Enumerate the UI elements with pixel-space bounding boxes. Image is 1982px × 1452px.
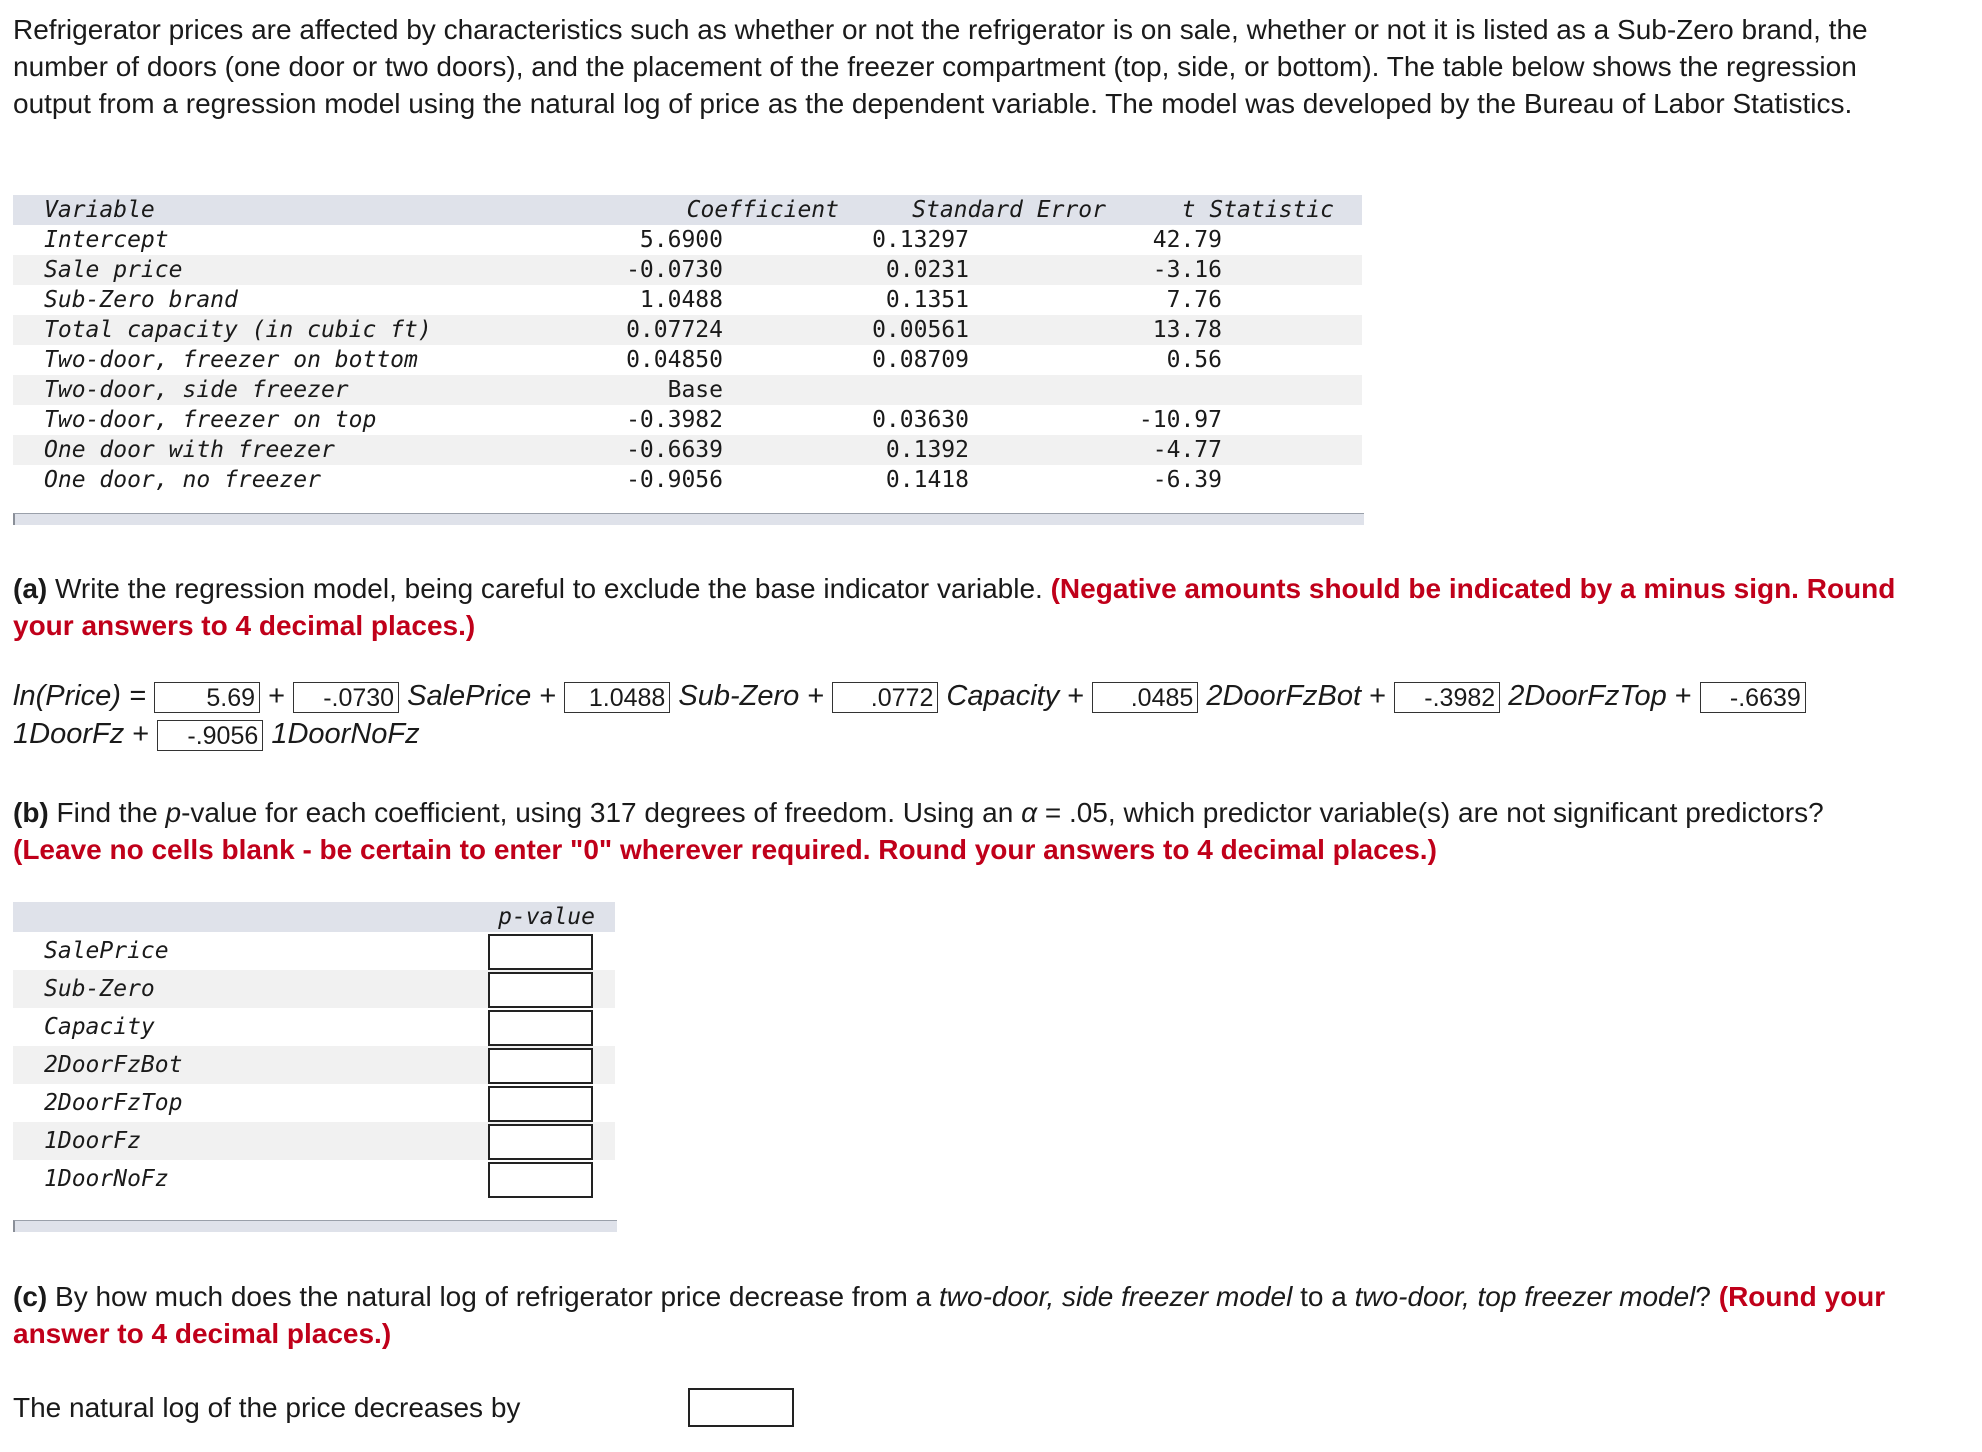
table-row — [13, 255, 1362, 285]
sub-zero-p-value-input[interactable] — [488, 972, 593, 1008]
row-t-statistic: 7.76 — [1166, 287, 1222, 313]
part-b-text-1: Find the — [48, 797, 166, 828]
capacity-input[interactable]: .0772 — [832, 682, 938, 713]
table-row — [13, 465, 1362, 495]
two-door-fz-top-input[interactable]: -.3982 — [1394, 682, 1500, 713]
p-value-row-label: Sub-Zero — [44, 976, 155, 1002]
intro-text: Refrigerator prices are affected by characteristics such as whether or not the refrigerator is on sale, whether or not it is listed as a Sub-Zero brand, the number of doors (one door or two doors), and the placement of the freezer compartment (top, side, or bottom). The table below shows the regression output from a regression model using the natural log of price as the dependent variable. The model was developed by the Bureau of Labor Statistics. — [13, 14, 1868, 119]
row-standard-error: 0.03630 — [872, 407, 969, 433]
plus-sign: + — [539, 680, 557, 712]
row-standard-error: 0.13297 — [872, 227, 969, 253]
header-coefficient: Coefficient — [686, 197, 839, 223]
p-value-row-label: 2DoorFzTop — [44, 1090, 183, 1116]
p-symbol: p — [165, 797, 182, 828]
row-variable: Intercept — [44, 227, 169, 253]
row-standard-error: 0.0231 — [885, 257, 969, 283]
regression-equation — [13, 677, 1913, 753]
table-footer-bar — [13, 513, 1364, 525]
row-coefficient: 1.0488 — [639, 287, 723, 313]
capacity-p-value-input[interactable] — [488, 1010, 593, 1046]
row-t-statistic: 13.78 — [1152, 317, 1222, 343]
row-variable: One door with freezer — [44, 437, 335, 463]
part-c-prompt — [13, 1278, 1913, 1352]
table-row — [13, 1046, 615, 1084]
part-a-label: (a) — [13, 573, 48, 604]
one-door-no-fz-p-value-input[interactable] — [488, 1162, 593, 1198]
two-door-fz-top-label: 2DoorFzTop — [1508, 680, 1667, 712]
table-row — [13, 1084, 615, 1122]
equation-lhs: ln(Price) = — [13, 680, 146, 712]
part-c-answer-label: The natural log of the price decreases by — [13, 1392, 521, 1423]
part-a-prompt — [13, 570, 1913, 644]
row-variable: Two-door, side freezer — [44, 377, 349, 403]
table-footer-bar — [13, 1220, 617, 1232]
table-row — [13, 1160, 615, 1198]
row-coefficient: Base — [667, 377, 723, 403]
sub-zero-label: Sub-Zero — [678, 680, 800, 712]
part-b-text-3: = .05, which predictor variable(s) are not significant predictors? — [1037, 797, 1824, 828]
two-door-fz-bot-input[interactable]: .0485 — [1092, 682, 1198, 713]
table-row — [13, 345, 1362, 375]
one-door-no-fz-input[interactable]: -.9056 — [157, 720, 263, 751]
part-c-label: (c) — [13, 1281, 48, 1312]
two-door-fz-bot-label: 2DoorFzBot — [1206, 680, 1362, 712]
header-t-statistic: t Statistic — [1181, 197, 1334, 223]
row-standard-error: 0.1392 — [885, 437, 969, 463]
intercept-input[interactable]: 5.69 — [154, 682, 260, 713]
regression-table-header — [13, 195, 1362, 225]
part-b-prompt — [13, 794, 1913, 868]
row-variable: Two-door, freezer on top — [44, 407, 377, 433]
plus-sign: + — [1369, 680, 1387, 712]
plus-sign: + — [132, 718, 150, 750]
table-row — [13, 435, 1362, 465]
table-row — [13, 1008, 615, 1046]
row-coefficient: 0.07724 — [626, 317, 723, 343]
part-c-text-2: to a — [1292, 1281, 1355, 1312]
sub-zero-input[interactable]: 1.0488 — [564, 682, 670, 713]
row-standard-error: 0.00561 — [872, 317, 969, 343]
plus-sign: + — [1674, 680, 1692, 712]
part-b-label: (b) — [13, 797, 49, 828]
header-standard-error: Standard Error — [912, 197, 1106, 223]
p-value-row-label: 2DoorFzBot — [44, 1052, 183, 1078]
sale-price-input[interactable]: -.0730 — [293, 682, 399, 713]
table-row — [13, 225, 1362, 255]
one-door-fz-input[interactable]: -.6639 — [1700, 682, 1806, 713]
p-value-header: p-value — [498, 904, 595, 930]
row-coefficient: -0.0730 — [626, 257, 723, 283]
row-t-statistic: 0.56 — [1166, 347, 1222, 373]
part-c-instruction: (Round your answer to 4 decimal places.) — [13, 1281, 1886, 1349]
part-c-text-1: By how much does the natural log of refrigerator price decrease from a — [47, 1281, 940, 1312]
row-t-statistic: 42.79 — [1152, 227, 1222, 253]
capacity-label: Capacity — [946, 680, 1060, 712]
row-coefficient: -0.6639 — [626, 437, 723, 463]
row-t-statistic: -6.39 — [1152, 467, 1222, 493]
part-b-text-2: -value for each coefficient, using 317 degrees of freedom. Using an — [181, 797, 1022, 828]
part-c-emphasis-2: two-door, top freezer model — [1354, 1281, 1696, 1312]
one-door-fz-p-value-input[interactable] — [488, 1124, 593, 1160]
header-variable: Variable — [44, 197, 155, 223]
two-door-fz-top-p-value-input[interactable] — [488, 1086, 593, 1122]
part-c-text-3: ? — [1695, 1281, 1719, 1312]
p-value-row-label: Capacity — [44, 1014, 155, 1040]
regression-table — [13, 195, 1362, 495]
table-row — [13, 970, 615, 1008]
row-variable: Sub-Zero brand — [44, 287, 238, 313]
alpha-symbol: α — [1021, 797, 1038, 828]
table-row — [13, 405, 1362, 435]
row-standard-error: 0.1351 — [885, 287, 969, 313]
part-a-instruction: (Negative amounts should be indicated by a minus sign. Round your answers to 4 decimal places.) — [13, 573, 1896, 641]
table-row — [13, 315, 1362, 345]
one-door-no-fz-label: 1DoorNoFz — [271, 718, 420, 750]
two-door-fz-bot-p-value-input[interactable] — [488, 1048, 593, 1084]
plus-sign: + — [268, 680, 286, 712]
row-variable: Sale price — [44, 257, 183, 283]
row-coefficient: 5.6900 — [639, 227, 723, 253]
row-variable: One door, no freezer — [44, 467, 321, 493]
table-row — [13, 375, 1362, 405]
p-value-row-label: 1DoorNoFz — [44, 1166, 169, 1192]
row-standard-error: 0.1418 — [885, 467, 969, 493]
table-row — [13, 1122, 615, 1160]
p-value-row-label: SalePrice — [44, 938, 169, 964]
row-coefficient: -0.3982 — [626, 407, 723, 433]
part-c-emphasis-1: two-door, side freezer model — [939, 1281, 1293, 1312]
row-t-statistic: -4.77 — [1152, 437, 1222, 463]
p-value-row-label: 1DoorFz — [44, 1128, 141, 1154]
one-door-fz-label: 1DoorFz — [13, 718, 125, 750]
row-t-statistic: -3.16 — [1152, 257, 1222, 283]
p-value-table-header — [13, 902, 615, 932]
part-b-instruction: (Leave no cells blank - be certain to enter "0" wherever required. Round your answers to 4 decimal places.) — [13, 834, 1437, 865]
table-row — [13, 932, 615, 970]
row-standard-error: 0.08709 — [872, 347, 969, 373]
sale-price-label: SalePrice — [407, 680, 532, 712]
row-coefficient: -0.9056 — [626, 467, 723, 493]
table-row — [13, 285, 1362, 315]
sale-price-p-value-input[interactable] — [488, 934, 593, 970]
part-a-text: Write the regression model, being careful to exclude the base indicator variable. — [47, 573, 1051, 604]
plus-sign: + — [807, 680, 825, 712]
row-variable: Two-door, freezer on bottom — [44, 347, 418, 373]
plus-sign: + — [1067, 680, 1085, 712]
row-variable: Total capacity (in cubic ft) — [44, 317, 432, 343]
p-value-table — [13, 902, 615, 1198]
log-price-decrease-input[interactable] — [688, 1388, 794, 1427]
row-t-statistic: -10.97 — [1138, 407, 1222, 433]
row-coefficient: 0.04850 — [626, 347, 723, 373]
